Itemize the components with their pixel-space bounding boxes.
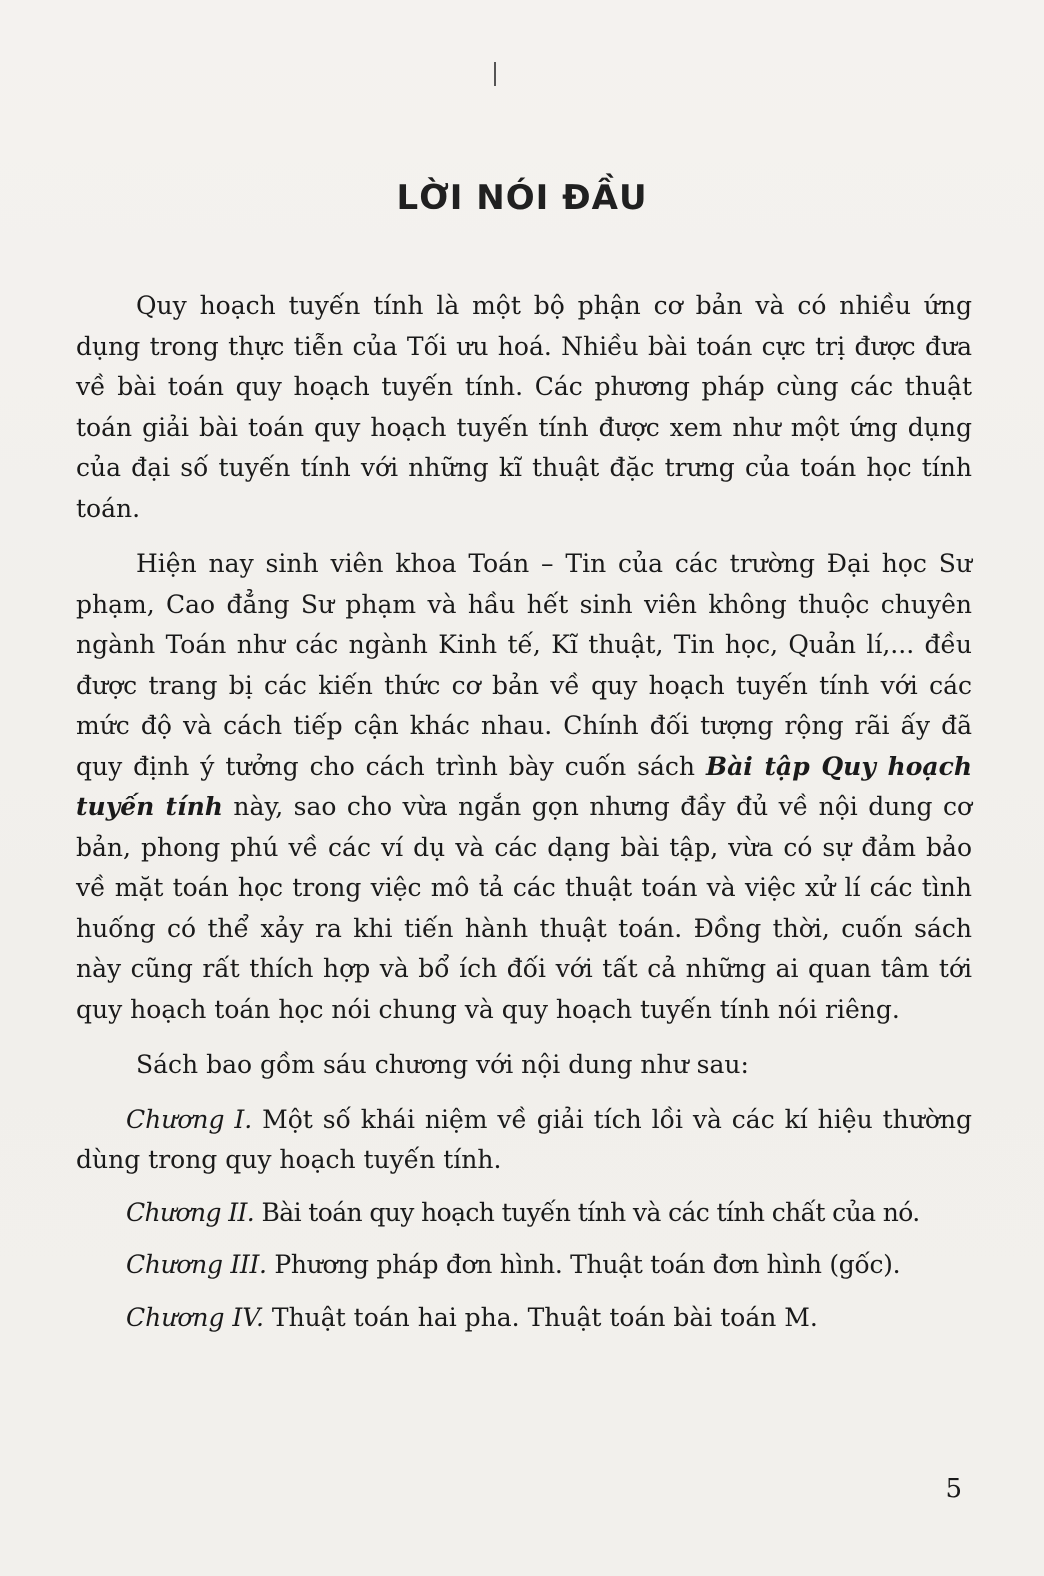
chapter-2-entry (76, 1193, 972, 1234)
gutter-mark (494, 62, 496, 86)
chapter-3-text: Phương pháp đơn hình. Thuật toán đơn hình (gốc). (266, 1250, 901, 1279)
paragraph-intro: Quy hoạch tuyến tính là một bộ phận cơ bản và có nhiều ứng dụng trong thực tiễn của Tối ưu hoá. Nhiều bài toán cực trị được đưa về bài toán quy hoạch tuyến tính. Các phương pháp cùng các thuật toán giải bài toán quy hoạch tuyến tính được xem như một ứng dụng của đại số tuyến tính với những kĩ thuật đặc trưng của toán học tính toán. (76, 291, 972, 523)
chapter-3-entry (76, 1245, 972, 1286)
chapter-1-label: Chương I. (126, 1104, 253, 1134)
chapter-4-label: Chương IV. (126, 1302, 264, 1332)
chapter-4-entry (76, 1298, 972, 1339)
chapter-3-label: Chương III. (126, 1250, 267, 1279)
chapter-2-label: Chương II. (126, 1197, 255, 1227)
paragraph-audience-part1: Hiện nay sinh viên khoa Toán – Tin của các trường Đại học Sư phạm, Cao đẳng Sư phạm và hầu hết sinh viên không thuộc chuyên ngành Toán như các ngành Kinh tế, Kĩ thuật, Tin học, Quản lí,... đều được trang bị các kiến thức cơ bản về quy hoạch tuyến tính với các mức độ và cách tiếp cận khác nhau. Chính đối tượng rộng rãi ấy đã quy định ý tưởng cho cách trình bày cuốn sách (76, 549, 972, 781)
chapter-2-text: Bài toán quy hoạch tuyến tính và các tính chất của nó. (254, 1197, 920, 1227)
preface-body (76, 286, 972, 1350)
chapter-1-entry (76, 1100, 972, 1181)
page-number: 5 (945, 1474, 962, 1504)
chapter-4-text: Thuật toán hai pha. Thuật toán bài toán M. (263, 1302, 818, 1332)
chapter-1-text: Một số khái niệm về giải tích lồi và các kí hiệu thường dùng trong quy hoạch tuyến tính. (76, 1104, 972, 1174)
paragraph-audience-part2: này, sao cho vừa ngắn gọn nhưng đầy đủ về nội dung cơ bản, phong phú về các ví dụ và các dạng bài tập, vừa có sự đảm bảo về mặt toán học trong việc mô tả các thuật toán và việc xử lí các tình huống có thể xảy ra khi tiến hành thuật toán. Đồng thời, cuốn sách này cũng rất thích hợp và bổ ích đối với tất cả những ai quan tâm tới quy hoạch toán học nói chung và quy hoạch tuyến tính nói riêng. (76, 792, 973, 1024)
page-title: LỜI NÓI ĐẦU (396, 178, 648, 218)
book-title-reference: Bài tập Quy hoạch tuyến tính (76, 751, 972, 821)
paragraph-audience (76, 544, 972, 1030)
paragraph-contents-intro: Sách bao gồm sáu chương với nội dung như sau: (136, 1050, 749, 1079)
